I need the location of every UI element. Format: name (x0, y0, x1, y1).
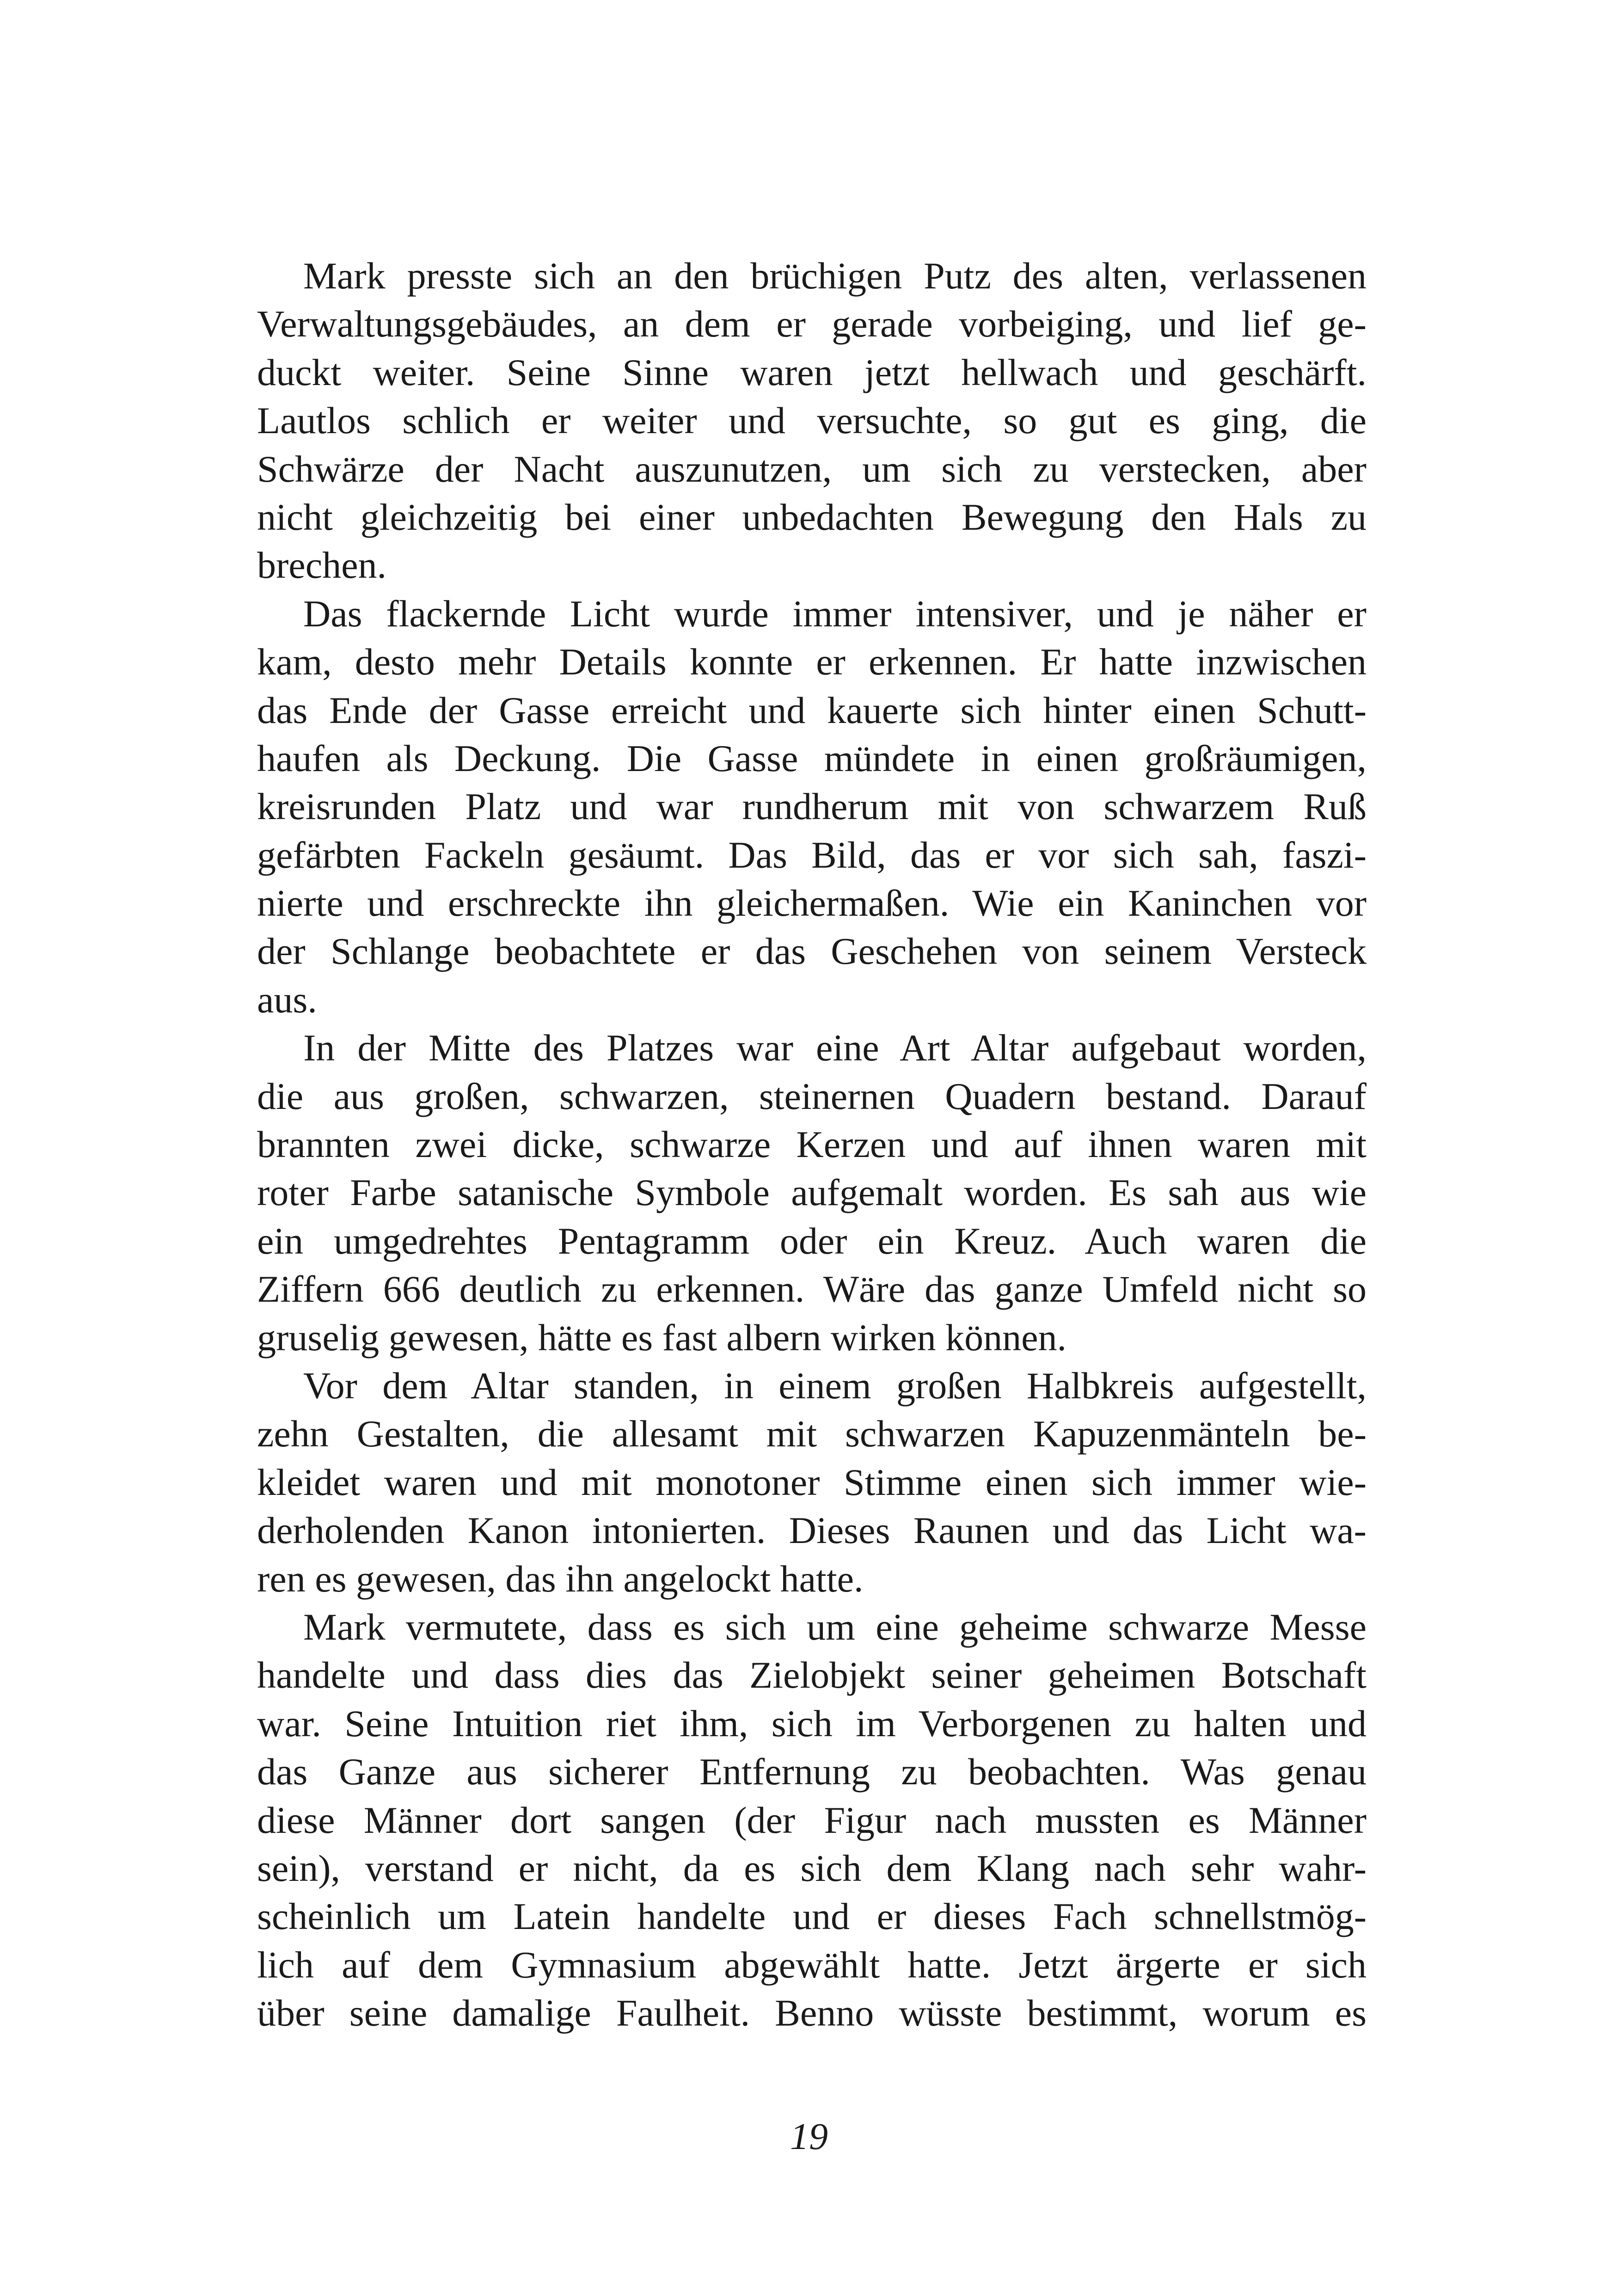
text-line: sein), verstand er nicht, da es sich dem Klang nach sehr wahr- (257, 1847, 1367, 1889)
text-line: über seine damalige Faulheit. Benno wüsste bestimmt, worum es (257, 1992, 1367, 2034)
text-line: gefärbten Fackeln gesäumt. Das Bild, das er vor sich sah, faszi- (257, 833, 1367, 876)
text-line: nierte und erschreckte ihn gleichermaßen. Wie ein Kaninchen vor (257, 882, 1367, 925)
paragraph (257, 590, 1367, 1024)
text-line: die aus großen, schwarzen, steinernen Quadern bestand. Darauf (257, 1075, 1367, 1117)
text-line: brechen. (257, 544, 386, 587)
text-line: gruselig gewesen, hätte es fast albern wirken können. (257, 1316, 1067, 1359)
text-line: kreisrunden Platz und war rundherum mit von schwarzem Ruß (257, 785, 1367, 828)
text-line: brannten zwei dicke, schwarze Kerzen und auf ihnen waren mit (257, 1123, 1367, 1166)
text-line: lich auf dem Gymnasium abgewählt hatte. Jetzt ärgerte er sich (257, 1943, 1367, 1986)
text-line: nicht gleichzeitig bei einer unbedachten Bewegung den Hals zu (257, 496, 1367, 538)
text-line: Schwärze der Nacht auszunutzen, um sich zu verstecken, aber (257, 447, 1367, 490)
text-line: In der Mitte des Platzes war eine Art Altar aufgebaut worden, (303, 1027, 1367, 1069)
text-line: Verwaltungsgebäudes, an dem er gerade vorbeiging, und lief ge- (257, 303, 1367, 345)
text-line: roter Farbe satanische Symbole aufgemalt worden. Es sah aus wie (257, 1171, 1367, 1214)
text-line: ein umgedrehtes Pentagramm oder ein Kreuz. Auch waren die (257, 1219, 1367, 1262)
text-line: Das flackernde Licht wurde immer intensiver, und je näher er (303, 592, 1367, 635)
text-line: kam, desto mehr Details konnte er erkennen. Er hatte inzwischen (257, 641, 1367, 683)
paragraph (257, 1603, 1367, 2038)
text-line: derholenden Kanon intonierten. Dieses Raunen und das Licht wa- (257, 1509, 1367, 1552)
text-line: war. Seine Intuition riet ihm, sich im Verborgenen zu halten und (257, 1702, 1367, 1745)
text-line: handelte und dass dies das Zielobjekt seiner geheimen Botschaft (257, 1654, 1367, 1696)
text-line: das Ganze aus sicherer Entfernung zu beobachten. Was genau (257, 1751, 1367, 1793)
body-text (257, 252, 1367, 2037)
text-line: Vor dem Altar standen, in einem großen Halbkreis aufgestellt, (303, 1364, 1367, 1407)
text-line: Mark presste sich an den brüchigen Putz des alten, verlassenen (303, 255, 1367, 297)
text-line: kleidet waren und mit monotoner Stimme einen sich immer wie- (257, 1461, 1367, 1503)
text-line: ren es gewesen, das ihn angelockt hatte. (257, 1557, 864, 1600)
text-line: haufen als Deckung. Die Gasse mündete in einen großräumigen, (257, 737, 1367, 779)
text-line: diese Männer dort sangen (der Figur nach mussten es Männer (257, 1799, 1367, 1841)
text-line: scheinlich um Latein handelte und er dieses Fach schnellstmög- (257, 1895, 1367, 1938)
text-line: Lautlos schlich er weiter und versuchte, so gut es ging, die (257, 399, 1367, 442)
page-number: 19 (790, 2115, 828, 2157)
paragraph (257, 1024, 1367, 1362)
text-line: zehn Gestalten, die allesamt mit schwarzen Kapuzenmänteln be- (257, 1413, 1367, 1455)
paragraph (257, 252, 1367, 590)
text-line: Ziffern 666 deutlich zu erkennen. Wäre das ganze Umfeld nicht so (257, 1268, 1367, 1310)
text-line: duckt weiter. Seine Sinne waren jetzt hellwach und geschärft. (257, 351, 1367, 393)
paragraph (257, 1362, 1367, 1603)
text-line: der Schlange beobachtete er das Geschehen von seinem Versteck (257, 930, 1367, 973)
text-line: Mark vermutete, dass es sich um eine geheime schwarze Messe (303, 1605, 1367, 1648)
text-line: das Ende der Gasse erreicht und kauerte sich hinter einen Schutt- (257, 689, 1367, 731)
text-line: aus. (257, 978, 317, 1021)
